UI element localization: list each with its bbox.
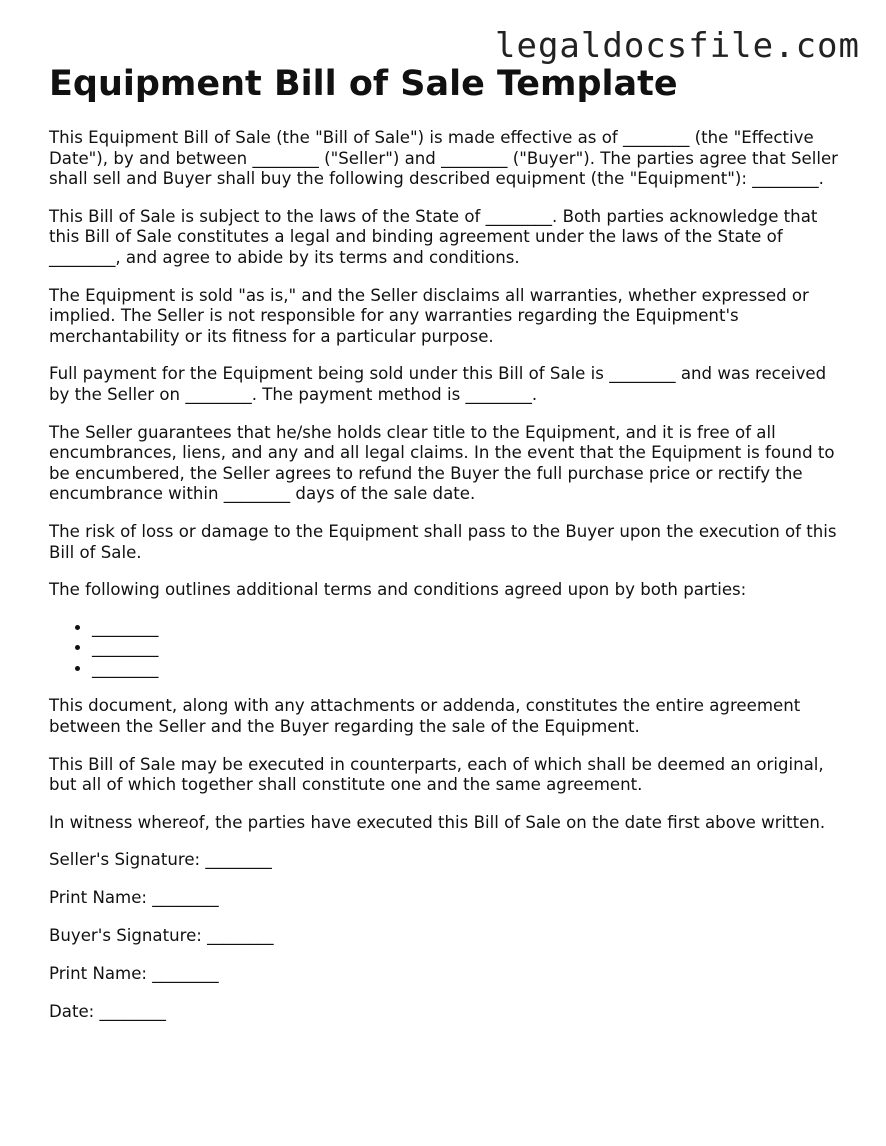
buyer-signature-line: Buyer's Signature: ________ <box>49 926 274 945</box>
entire-agreement-paragraph: This document, along with any attachments or addenda, constitutes the entire agreement between the Seller and the Buyer regarding the sale of the Equipment. <box>49 696 801 737</box>
list-item: • ________ <box>92 638 849 659</box>
counterparts-paragraph: This Bill of Sale may be executed in counterparts, each of which shall be deemed an original, but all of which together shall constitute one and the same agreement. <box>49 754 824 795</box>
risk-of-loss-paragraph: The risk of loss or damage to the Equipment shall pass to the Buyer upon the execution of this Bill of Sale. <box>49 521 837 562</box>
date-line: Date: ________ <box>49 1001 166 1021</box>
additional-terms-intro: The following outlines additional terms and conditions agreed upon by both parties: <box>49 580 747 600</box>
title-guarantee-paragraph: The Seller guarantees that he/she holds clear title to the Equipment, and it is free of all encumbrances, liens, and any and all legal claims. In the event that the Equipment is found to be encumbered, the Seller agrees to refund the Buyer the full purchase price or rectify the encumbrance within ________ days of the sale date. <box>49 422 835 504</box>
buyer-print-name-line: Print Name: ________ <box>49 963 219 983</box>
page-title: Equipment Bill of Sale Template <box>49 64 678 104</box>
seller-signature-line: Seller's Signature: ________ <box>49 850 272 870</box>
warranty-disclaimer-paragraph: The Equipment is sold "as is," and the Seller disclaims all warranties, whether expressed or implied. The Seller is not responsible for any warranties regarding the Equipment's merchantability or its fitness for a particular purpose. <box>49 285 809 346</box>
list-item: • ________ <box>92 659 849 680</box>
witness-paragraph: In witness whereof, the parties have executed this Bill of Sale on the date first above written. <box>49 812 826 832</box>
effective-date-paragraph: This Equipment Bill of Sale (the "Bill of Sale") is made effective as of ________ (the "Effective Date"), by and between ________ ("Seller") and ________ ("Buyer"). The parties agree that Seller shall sell and Buyer shall buy the following described equipment (the "Equipment"): ________. <box>49 128 838 189</box>
seller-print-name-line: Print Name: ________ <box>49 888 219 908</box>
watermark: legaldocsfile.com <box>495 26 860 66</box>
document-body <box>49 62 849 1039</box>
additional-terms-list <box>49 618 849 680</box>
list-item: • ________ <box>92 618 849 639</box>
governing-law-paragraph: This Bill of Sale is subject to the laws of the State of ________. Both parties acknowledge that this Bill of Sale constitutes a legal and binding agreement under the laws of the State of ________, and agree to abide by its terms and conditions. <box>49 206 818 267</box>
payment-paragraph: Full payment for the Equipment being sold under this Bill of Sale is ________ and was received by the Seller on ________. The payment method is ________. <box>49 364 827 404</box>
